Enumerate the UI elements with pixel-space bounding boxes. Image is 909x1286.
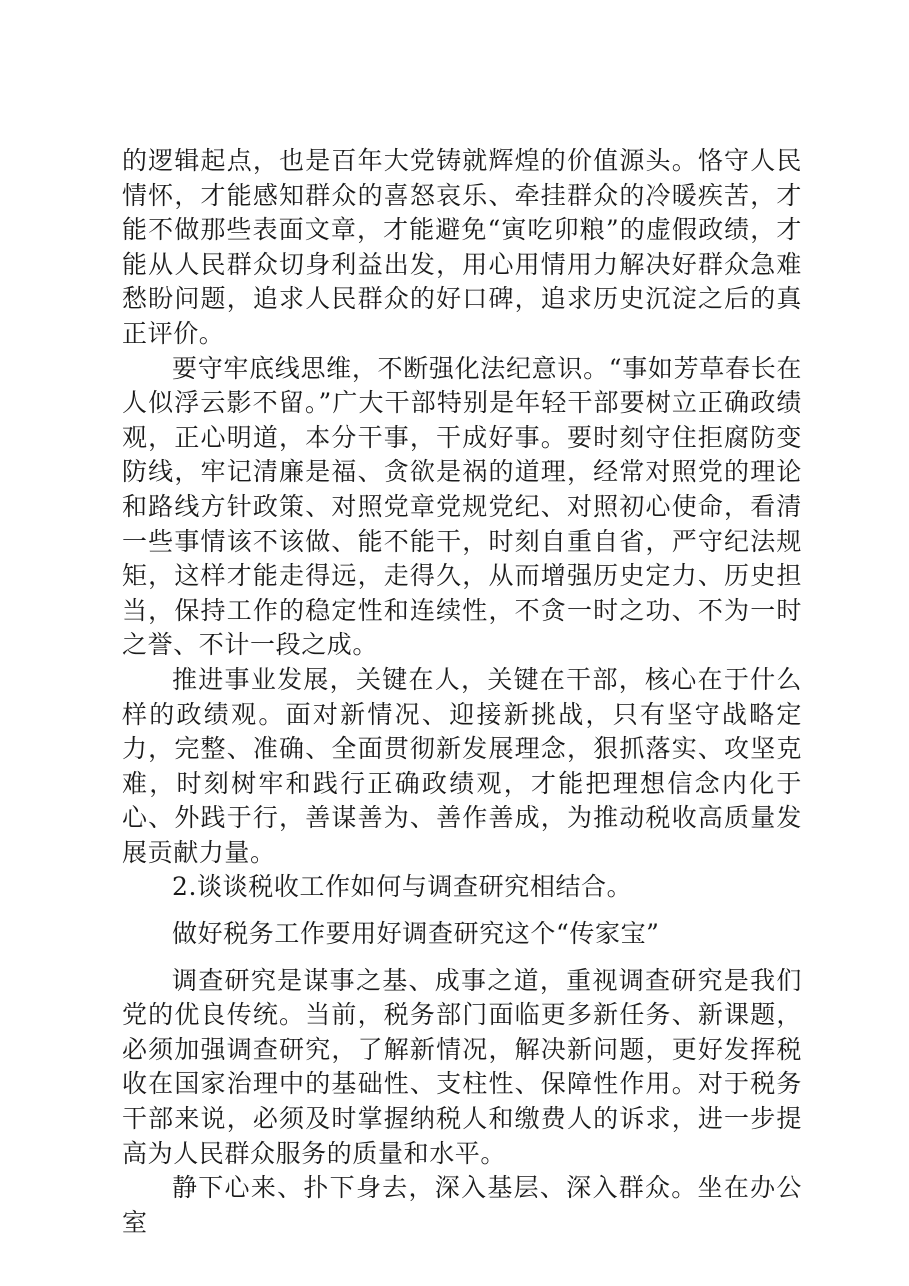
- essay-subtitle: 做好税务工作要用好调查研究这个“传家宝”: [172, 919, 660, 949]
- document-body: [122, 144, 802, 1240]
- paragraph-continuation: 的逻辑起点，也是百年大党铸就辉煌的价值源头。恪守人民情怀，才能感知群众的喜怒哀乐、牵挂群众的冷暖疾苦，才能不做那些表面文章，才能避免“寅吃卯粮”的虚假政绩，才能从人民群众切身利益出发，用心用情用力解决好群众急难愁盼问题，追求人民群众的好口碑，追求历史沉淀之后的真正评价。: [122, 146, 802, 348]
- paragraph-career-development: 推进事业发展，关键在人，关键在干部，核心在于什么样的政绩观。面对新情况、迎接新挑战，只有坚守战略定力，完整、准确、全面贯彻新发展理念，狠抓落实、攻坚克难，时刻树牢和践行正确政绩观，才能把理想信念内化于心、外践于行，善谋善为、善作善成，为推动税收高质量发展贡献力量。: [122, 664, 802, 867]
- paragraph-grassroots: 静下心来、扑下身去，深入基层、深入群众。坐在办公室: [122, 1173, 802, 1237]
- paragraph-bottom-line-thinking: 要守牢底线思维，不断强化法纪意识。“事如芳草春长在人似浮云影不留。”广大干部特别是年轻干部要树立正确政绩观，正心明道，本分干事，干成好事。要时刻守住拒腐防变防线，牢记清廉是福、贪欲是祸的道理，经常对照党的理论和路线方针政策、对照党章党规党纪、对照初心使命，看清一些事情该不该做、能不能干，时刻自重自省，严守纪法规矩，这样才能走得远，走得久，从而增强历史定力、历史担当，保持工作的稳定性和连续性，不贪一时之功、不为一时之誉、不计一段之成。: [122, 353, 802, 660]
- paragraph-investigation-research: 调查研究是谋事之基、成事之道，重视调查研究是我们党的优良传统。当前，税务部门面临更多新任务、新课题，必须加强调查研究，了解新情况，解决新问题，更好发挥税收在国家治理中的基础性、支柱性、保障性作用。对于税务干部来说，必须及时掌握纳税人和缴费人的诉求，进一步提高为人民群众服务的质量和水平。: [122, 965, 802, 1168]
- numbered-question-heading: 2.谈谈税收工作如何与调查研究相结合。: [172, 872, 633, 902]
